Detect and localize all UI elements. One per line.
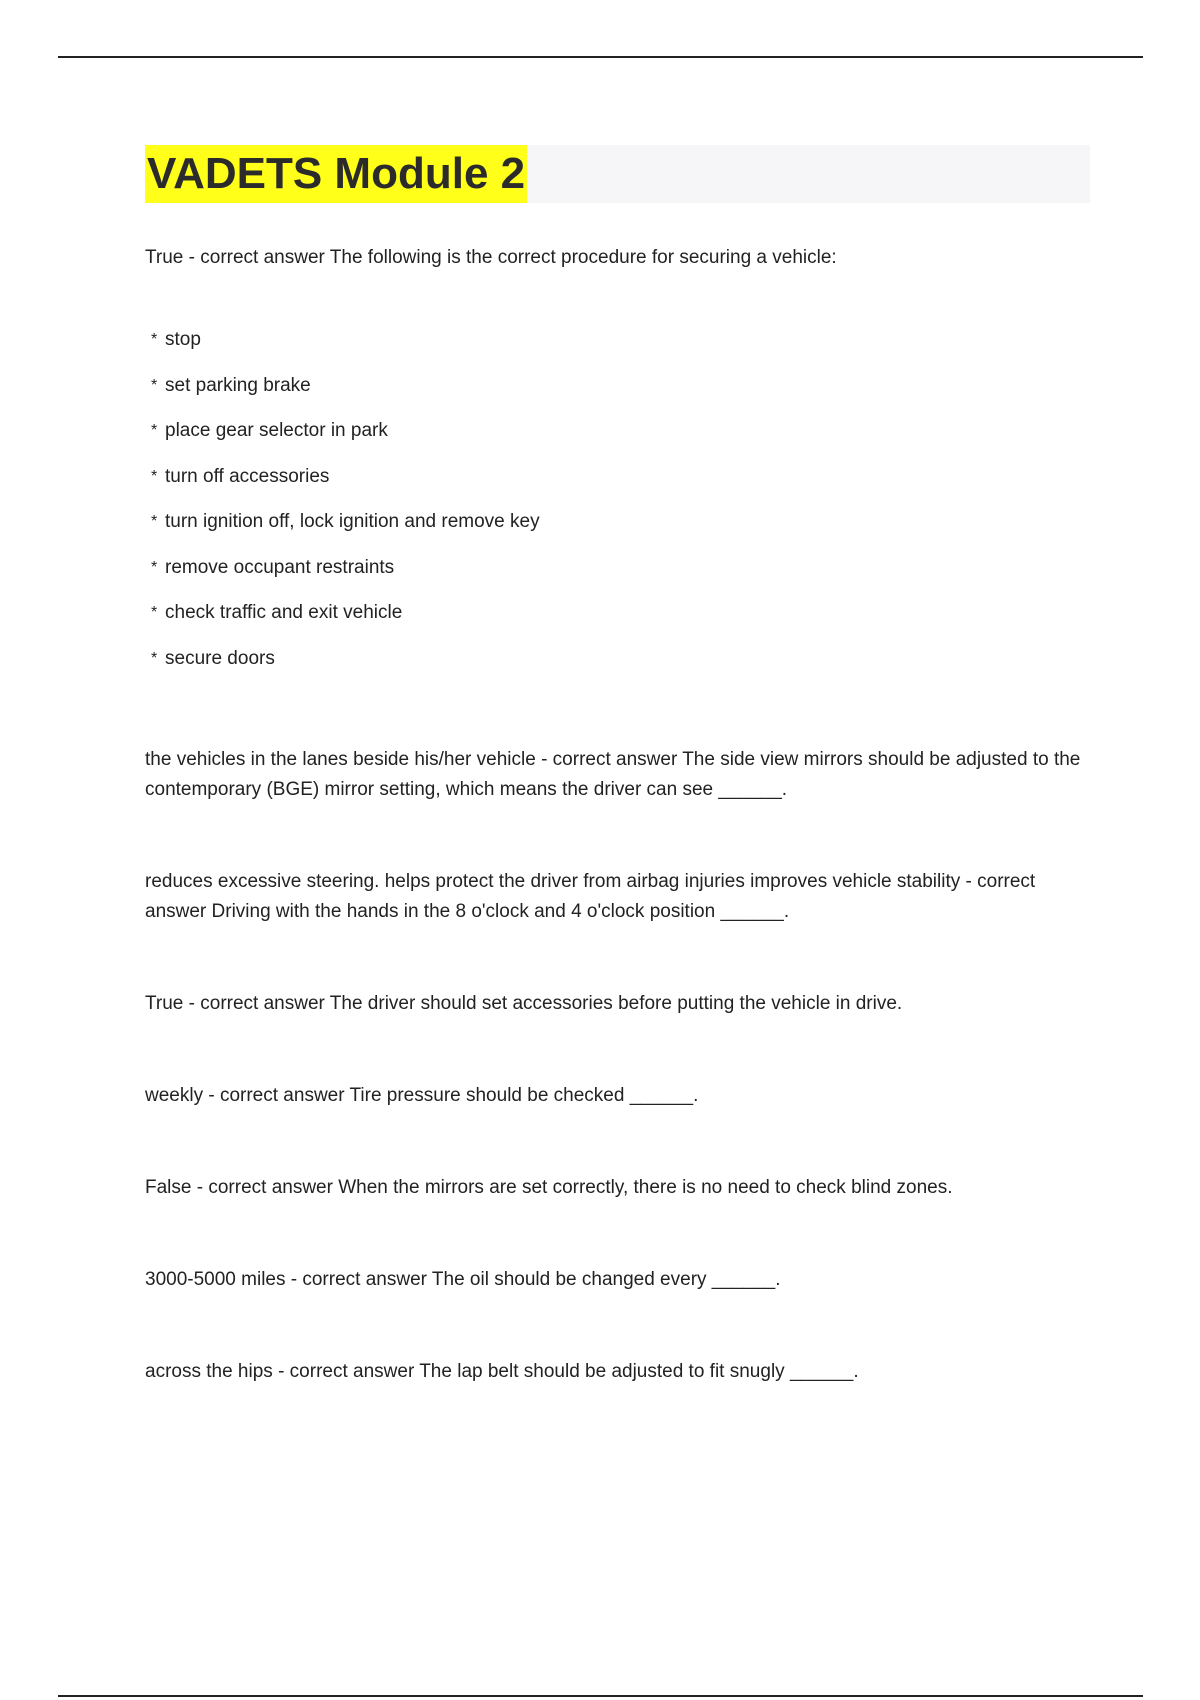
bullet: * [151,649,158,667]
list-item [151,507,1090,553]
list-item-text: secure doors [165,647,275,669]
list-item-text: stop [165,329,201,350]
qa-intro: True - correct answer The following is the correct procedure for securing a vehicle: [145,247,837,268]
bullet: * [151,422,158,439]
bullet: * [151,331,158,348]
qa-item: False - correct answer When the mirrors are set correctly, there is no need to check blind zones. [145,1177,953,1198]
bottom-rule [58,1695,1143,1697]
bullet: * [151,467,158,485]
qa-item: weekly - correct answer Tire pressure should be checked ______. [145,1085,699,1106]
list-item-text: check traffic and exit vehicle [165,602,403,623]
list-item-text: set parking brake [165,374,311,396]
list-item-text: turn off accessories [165,465,330,487]
qa-item: across the hips - correct answer The lap belt should be adjusted to fit snugly ______. [145,1361,859,1382]
list-item [151,416,1090,462]
list-item [151,644,1090,690]
bullet: * [151,558,158,576]
list-item [151,598,1090,644]
bullet: * [151,513,158,530]
qa-item: True - correct answer The driver should set accessories before putting the vehicle in drive. [145,993,903,1014]
bullet: * [151,376,158,394]
procedure-list [145,325,1090,689]
list-item [151,325,1090,371]
qa-item: reduces excessive steering. helps protect the driver from airbag injuries improves vehicle stability - correct answer Driving with the hands in the 8 o'clock and 4 o'clock position ______. [145,871,1036,922]
list-item [151,553,1090,599]
page-title: VADETS Module 2 [145,145,527,203]
title-bar [145,145,1090,203]
qa-item: the vehicles in the lanes beside his/her vehicle - correct answer The side view mirrors should be adjusted to the contemporary (BGE) mirror setting, which means the driver can see ______. [145,749,1081,800]
top-rule [58,56,1143,58]
list-item-text: place gear selector in park [165,420,388,441]
bullet: * [151,604,158,621]
document-body [145,145,1090,1387]
list-item-text: turn ignition off, lock ignition and remove key [165,511,540,532]
list-item-text: remove occupant restraints [165,556,395,578]
list-item [151,371,1090,417]
qa-item: 3000-5000 miles - correct answer The oil should be changed every ______. [145,1269,781,1290]
list-item [151,462,1090,508]
